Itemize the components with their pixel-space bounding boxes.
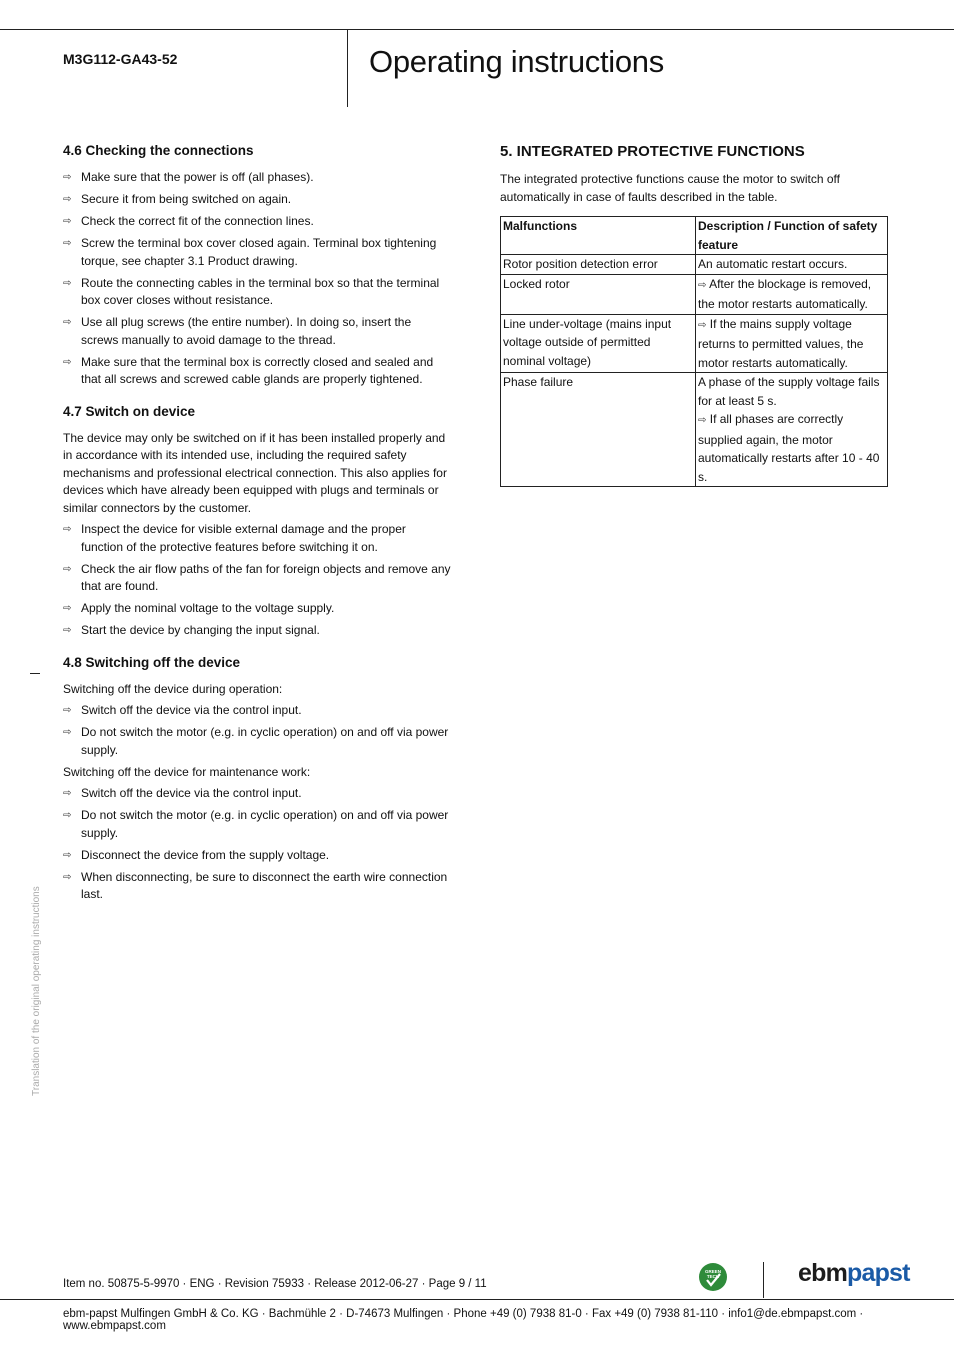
list-item-text: Start the device by changing the input signal. (81, 623, 320, 637)
bullet-list (63, 521, 451, 640)
svg-text:GREEN: GREEN (704, 1269, 722, 1274)
table-body (501, 255, 888, 487)
list-item-text: Use all plug screws (the entire number). In doing so, insert the screws manually to avoid damage to the thread. (81, 315, 412, 347)
section-switch-on (63, 403, 451, 640)
list-item (63, 354, 451, 389)
list-item (63, 191, 451, 209)
arrow-bullet-icon: ⇨ (63, 603, 72, 614)
greentech-badge-icon (698, 1262, 728, 1292)
protective-functions-table (500, 216, 888, 487)
column-header: Description / Function of safety feature (696, 217, 888, 255)
arrow-bullet-icon: ⇨ (63, 727, 72, 738)
margin-note: Translation of the original operating instructions (31, 886, 42, 1096)
list-item-text: Disconnect the device from the supply voltage. (81, 847, 330, 862)
arrow-bullet-icon: ⇨ (63, 172, 72, 183)
right-column (500, 142, 888, 487)
description-text: If the mains supply voltage returns to permitted values, the motor restarts automatically. (698, 316, 864, 370)
description-line (698, 410, 885, 486)
description-cell (696, 373, 888, 487)
model-number: M3G112-GA43-52 (63, 51, 178, 67)
ebmpapst-logo: ebmpapst (798, 1259, 910, 1287)
page-title: Operating instructions (369, 44, 664, 79)
list-item (63, 785, 451, 803)
arrow-bullet-icon: ⇨ (63, 356, 72, 368)
arrow-bullet-icon: ⇨ (63, 871, 72, 883)
item-info: Item no. 50875-5-9970 · ENG · Revision 75933 · Release 2012-06-27 · Page 9 / 11 (63, 1278, 487, 1290)
arrow-bullet-icon: ⇨ (63, 788, 72, 799)
margin-tick (30, 673, 40, 674)
arrow-bullet-icon: ⇨ (698, 279, 707, 291)
malfunction-cell: Phase failure (501, 373, 696, 487)
arrow-bullet-icon: ⇨ (63, 524, 72, 535)
description-text: After the blockage is removed, the motor restarts automatically. (698, 276, 872, 311)
list-item (63, 702, 451, 720)
table-row (501, 373, 888, 487)
description-line (698, 255, 885, 274)
list-item-text: Route the connecting cables in the terminal box so that the terminal box cover closes without resistance. (81, 275, 440, 307)
bullet-list (63, 702, 451, 759)
list-item (63, 869, 451, 904)
list-item (63, 724, 451, 759)
section-heading: 4.6 Checking the connections (63, 143, 254, 158)
section-heading: 5. INTEGRATED PROTECTIVE FUNCTIONS (500, 143, 805, 160)
list-item-text: Check the correct fit of the connection lines. (81, 214, 314, 228)
arrow-bullet-icon: ⇨ (698, 319, 707, 331)
list-item-text: Screw the terminal box cover closed again. Terminal box tightening torque, see chapter 3.1 Product drawing. (81, 236, 437, 268)
table-row (501, 274, 888, 314)
arrow-bullet-icon: ⇨ (698, 415, 707, 426)
description-line (698, 275, 885, 314)
malfunction-cell: Rotor position detection error (501, 255, 696, 275)
arrow-bullet-icon: ⇨ (63, 216, 72, 227)
arrow-bullet-icon: ⇨ (63, 849, 72, 861)
table-header-row (501, 217, 888, 255)
list-item-text: Make sure that the power is off (all phases). (81, 170, 314, 184)
section-checking-connections (63, 142, 451, 389)
logo-divider (763, 1262, 764, 1298)
list-item-text: Apply the nominal voltage to the voltage supply. (81, 601, 335, 615)
description-text: A phase of the supply voltage fails for at least 5 s. (698, 375, 880, 408)
list-item (63, 561, 451, 596)
paragraph: The integrated protective functions cause the motor to switch off automatically in case of faults described in the table. (500, 172, 840, 204)
list-item (63, 235, 451, 270)
arrow-bullet-icon: ⇨ (63, 563, 72, 575)
list-item-text: Switch off the device via the control input. (81, 786, 302, 800)
list-item (63, 622, 451, 640)
arrow-bullet-icon: ⇨ (63, 705, 72, 716)
section-heading: 4.7 Switch on device (63, 403, 196, 419)
table-row (501, 255, 888, 275)
list-item-text: Do not switch the motor (e.g. in cyclic operation) on and off via power supply. (81, 808, 449, 840)
description-cell (696, 255, 888, 275)
left-column (63, 142, 451, 913)
description-text: An automatic restart occurs. (698, 257, 848, 271)
paragraph: The device may only be switched on if it has been installed properly and in accordance with its intended use, including the required safety mechanisms and professional electrical connection. This also applies for devices which have already been equipped with plugs and terminals or similar connectors by the customer. (63, 430, 447, 515)
description-line (698, 373, 885, 410)
malfunction-cell: Line under-voltage (mains input voltage outside of permitted nominal voltage) (501, 314, 696, 373)
top-rule (0, 29, 954, 30)
arrow-bullet-icon: ⇨ (63, 810, 72, 821)
description-line (698, 315, 885, 373)
description-cell (696, 274, 888, 314)
list-item-text: Check the air flow paths of the fan for foreign objects and remove any that are found. (81, 561, 451, 593)
svg-text:TECH: TECH (706, 1274, 720, 1279)
list-item-text: When disconnecting, be sure to disconnect the earth wire connection last. (81, 869, 448, 901)
table-row (501, 314, 888, 373)
paragraph: Switching off the device during operation: (63, 681, 283, 696)
arrow-bullet-icon: ⇨ (63, 625, 72, 636)
description-text: If all phases are correctly supplied again, the motor automatically restarts after 10 - 40 s. (698, 412, 880, 484)
list-item (63, 169, 451, 187)
list-item (63, 213, 451, 231)
list-item (63, 807, 451, 842)
company-info: ebm-papst Mulfingen GmbH & Co. KG · Bachmühle 2 · D-74673 Mulfingen · Phone +49 (0) 7938 81-0 · Fax +49 (0) 7938 81-110 · info1@de.ebmpapst.com · www.ebmpapst.com (63, 1308, 864, 1332)
list-item (63, 600, 451, 618)
header-divider (347, 29, 348, 107)
arrow-bullet-icon: ⇨ (63, 238, 72, 249)
arrow-bullet-icon: ⇨ (63, 194, 72, 205)
paragraph: Switching off the device for maintenance work: (63, 764, 311, 779)
section-switch-off (63, 654, 451, 904)
list-item (63, 847, 451, 865)
list-item-text: Make sure that the terminal box is correctly closed and sealed and that all screws and screwed cable glands are properly tightened. (81, 354, 434, 386)
arrow-bullet-icon: ⇨ (63, 277, 72, 289)
list-item (63, 314, 451, 349)
list-item-text: Do not switch the motor (e.g. in cyclic operation) on and off via power supply. (81, 725, 449, 757)
bullet-list (63, 169, 451, 389)
list-item (63, 275, 451, 310)
list-item-text: Inspect the device for visible external damage and the proper function of the protective features before switching it on. (81, 522, 406, 554)
arrow-bullet-icon: ⇨ (63, 317, 72, 328)
list-item-text: Secure it from being switched on again. (81, 192, 292, 206)
list-item-text: Switch off the device via the control input. (81, 703, 302, 717)
malfunction-cell: Locked rotor (501, 274, 696, 314)
list-item (63, 521, 451, 556)
section-heading: 4.8 Switching off the device (63, 654, 241, 670)
footer-rule (0, 1299, 954, 1300)
bullet-list (63, 785, 451, 904)
column-header: Malfunctions (501, 217, 696, 255)
description-cell (696, 314, 888, 373)
